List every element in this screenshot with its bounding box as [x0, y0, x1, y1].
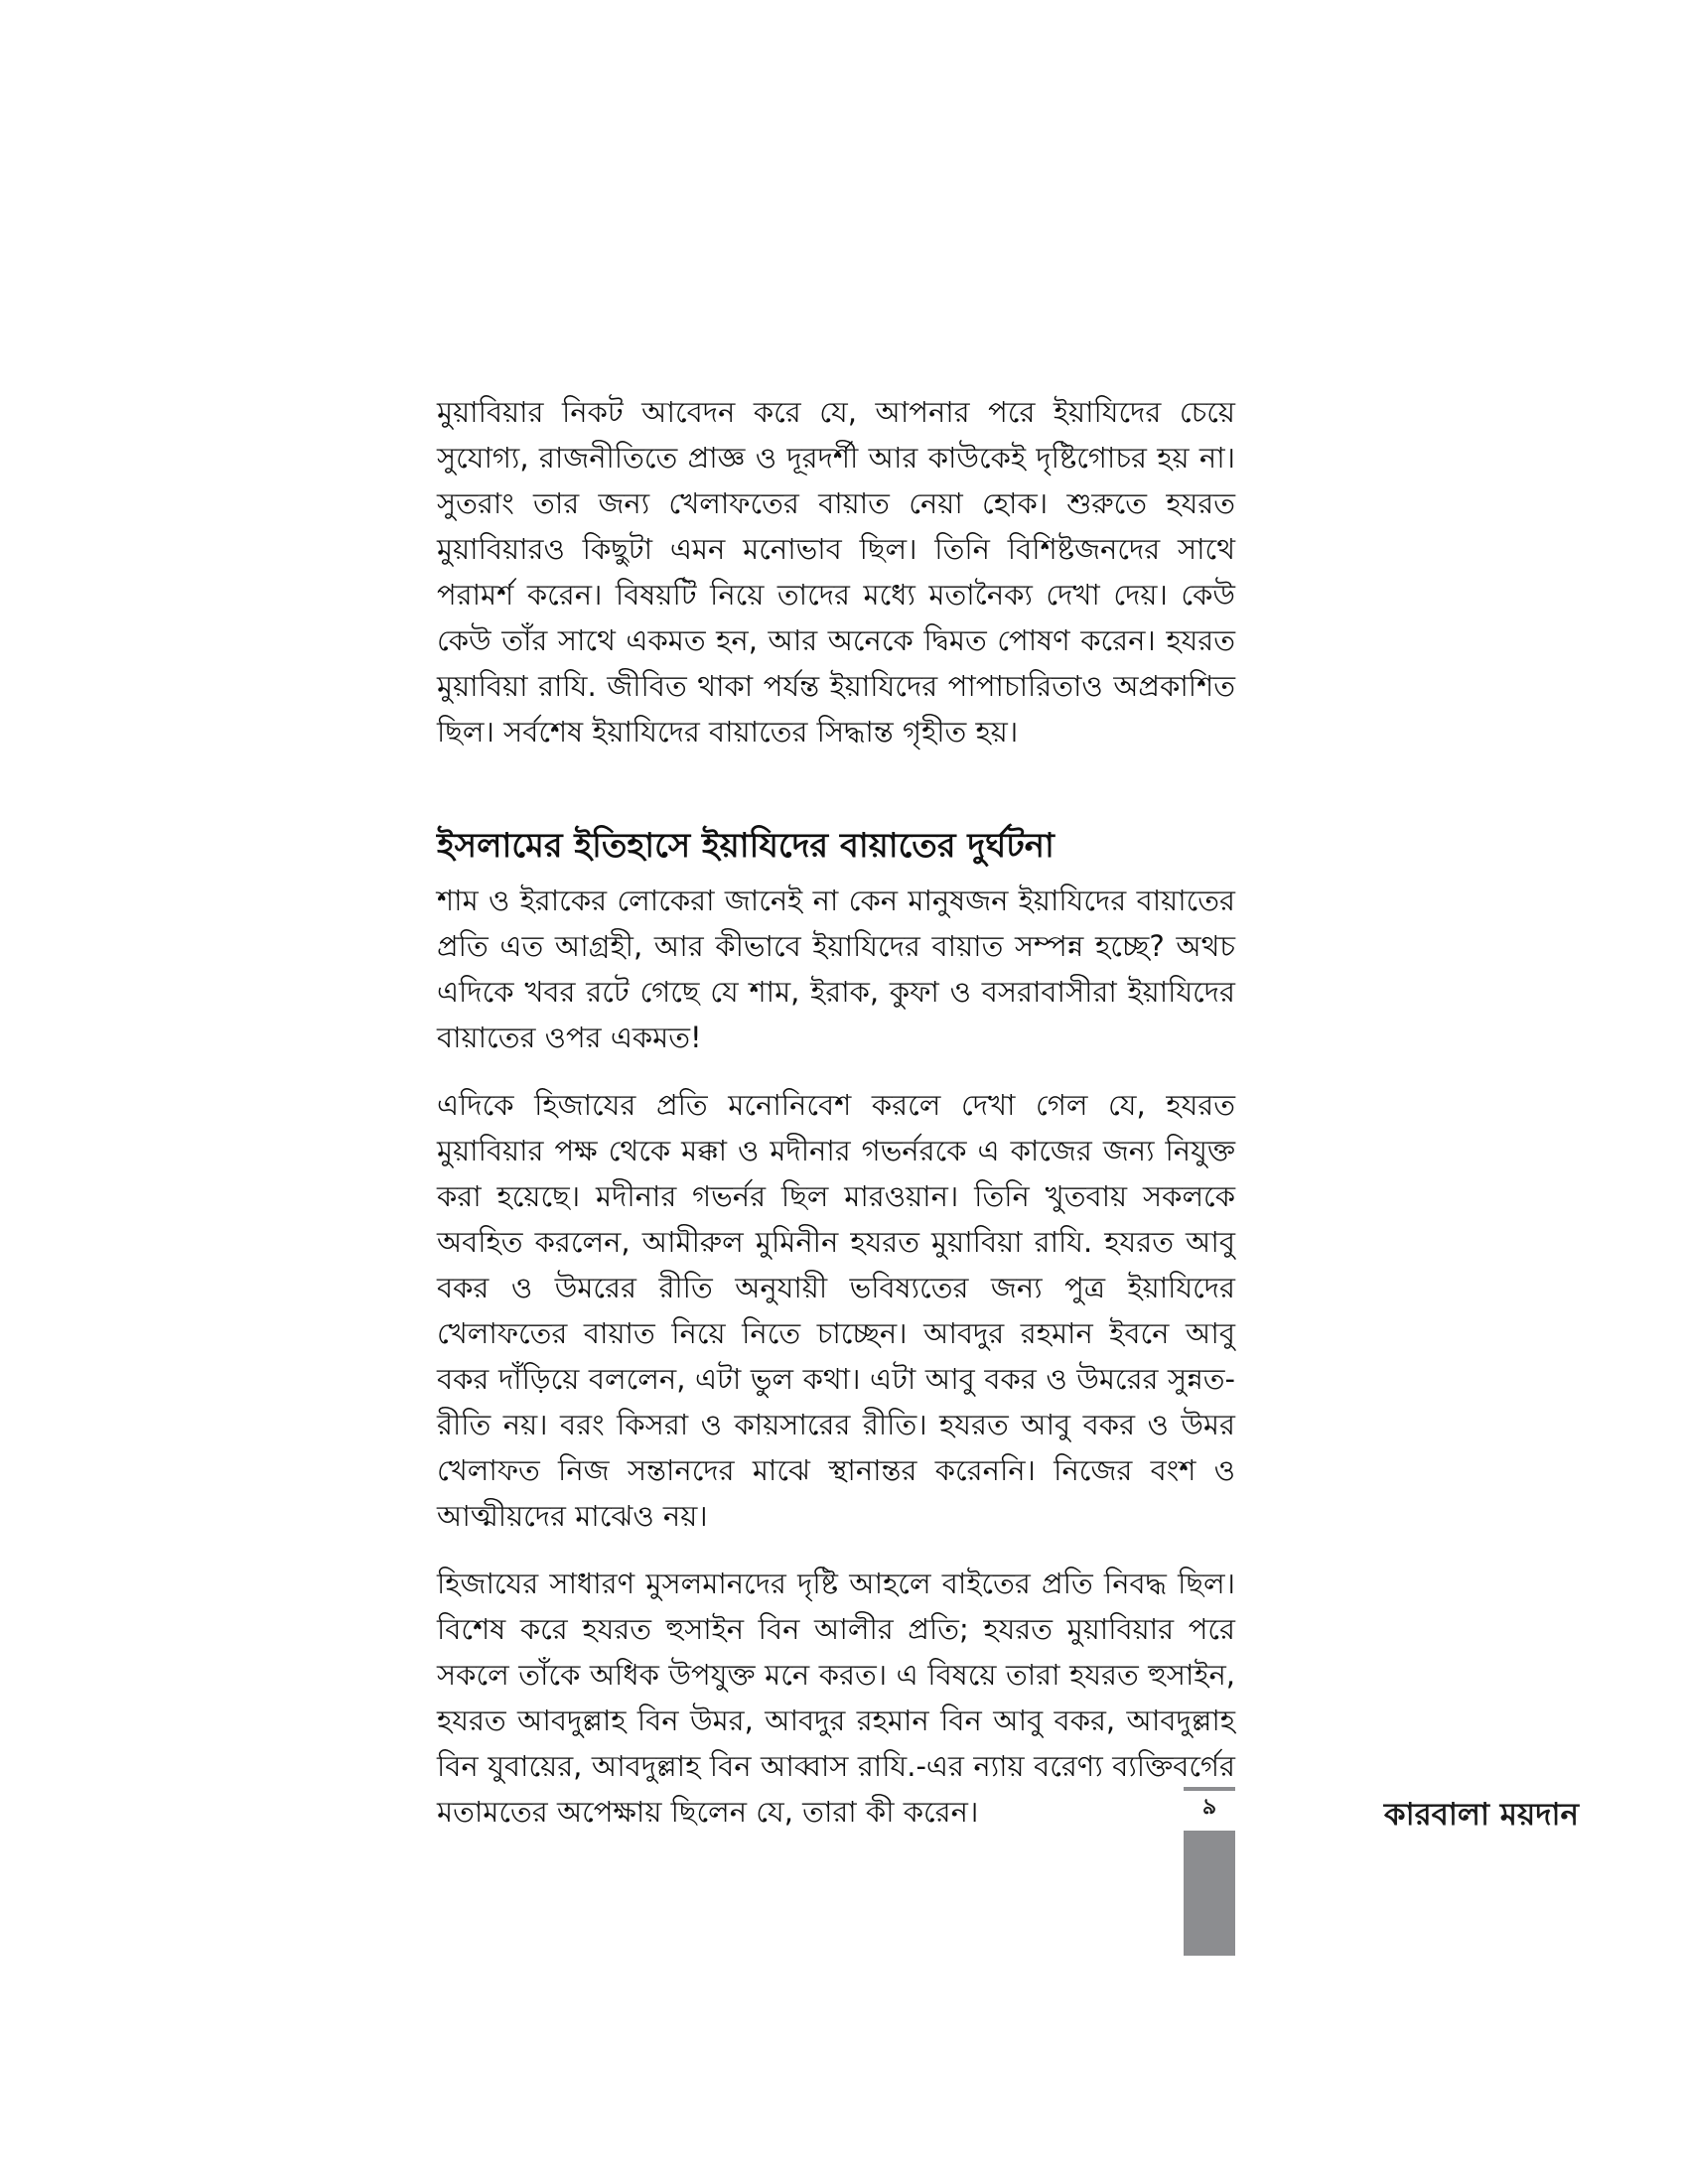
page-tab-bar [1184, 1831, 1235, 1956]
page-tab-rule [1184, 1787, 1235, 1791]
page-body [437, 389, 1235, 1856]
paragraph-2: শাম ও ইরাকের লোকেরা জানেই না কেন মানুষজন ইয়াযিদের বায়াতের প্রতি এত আগ্রহী, আর কীভাবে ইয়াযিদের বায়াত সম্পন্ন হচ্ছে? অথচ এদিকে খবর রটে গেছে যে শাম, ইরাক, কুফা ও বসরাবাসীরা ইয়াযিদের বায়াতের ওপর একমত! [437, 884, 1235, 1054]
running-footer-book-title: কারবালা ময়দান [1383, 1797, 1579, 1833]
page-number-tab [1184, 1787, 1235, 1956]
section-heading: ইসলামের ইতিহাসে ইয়াযিদের বায়াতের দুর্ঘটনা [437, 826, 1055, 866]
paragraph-3: এদিকে হিজাযের প্রতি মনোনিবেশ করলে দেখা গেল যে, হযরত মুয়াবিয়ার পক্ষ থেকে মক্কা ও মদীনার গভর্নরকে এ কাজের জন্য নিযুক্ত করা হয়েছে। মদীনার গভর্নর ছিল মারওয়ান। তিনি খুতবায় সকলকে অবহিত করলেন, আমীরুল মুমিনীন হযরত মুয়াবিয়া রাযি. হযরত আবু বকর ও উমরের রীতি অনুযায়ী ভবিষ্যতের জন্য পুত্র ইয়াযিদের খেলাফতের বায়াত নিয়ে নিতে চাচ্ছেন। আবদুর রহমান ইবনে আবু বকর দাঁড়িয়ে বললেন, এটা ভুল কথা। এটা আবু বকর ও উমরের সুন্নত-রীতি নয়। বরং কিসরা ও কায়সারের রীতি। হযরত আবু বকর ও উমর খেলাফত নিজ সন্তানদের মাঝে স্থানান্তর করেননি। নিজের বংশ ও আত্মীয়দের মাঝেও নয়। [437, 1088, 1235, 1533]
page-number: ৯ [1201, 1795, 1217, 1820]
paragraph-1: মুয়াবিয়ার নিকট আবেদন করে যে, আপনার পরে ইয়াযিদের চেয়ে সুযোগ্য, রাজনীতিতে প্রাজ্ঞ ও দূরদর্শী আর কাউকেই দৃষ্টিগোচর হয় না। সুতরাং তার জন্য খেলাফতের বায়াত নেয়া হোক। শুরুতে হযরত মুয়াবিয়ারও কিছুটা এমন মনোভাব ছিল। তিনি বিশিষ্টজনদের সাথে পরামর্শ করেন। বিষয়টি নিয়ে তাদের মধ্যে মতানৈক্য দেখা দেয়। কেউ কেউ তাঁর সাথে একমত হন, আর অনেকে দ্বিমত পোষণ করেন। হযরত মুয়াবিয়া রাযি. জীবিত থাকা পর্যন্ত ইয়াযিদের পাপাচারিতাও অপ্রকাশিত ছিল। সর্বশেষ ইয়াযিদের বায়াতের সিদ্ধান্ত গৃহীত হয়। [437, 395, 1235, 749]
paragraph-4: হিজাযের সাধারণ মুসলমানদের দৃষ্টি আহলে বাইতের প্রতি নিবদ্ধ ছিল। বিশেষ করে হযরত হুসাইন বিন আলীর প্রতি; হযরত মুয়াবিয়ার পরে সকলে তাঁকে অধিক উপযুক্ত মনে করত। এ বিষয়ে তারা হযরত হুসাইন, হযরত আবদুল্লাহ বিন উমর, আবদুর রহমান বিন আবু বকর, আবদুল্লাহ বিন যুবায়ের, আবদুল্লাহ বিন আব্বাস রাযি.-এর ন্যায় বরেণ্য ব্যক্তিবর্গের মতামতের অপেক্ষায় ছিলেন যে, তারা কী করেন। [437, 1567, 1235, 1829]
